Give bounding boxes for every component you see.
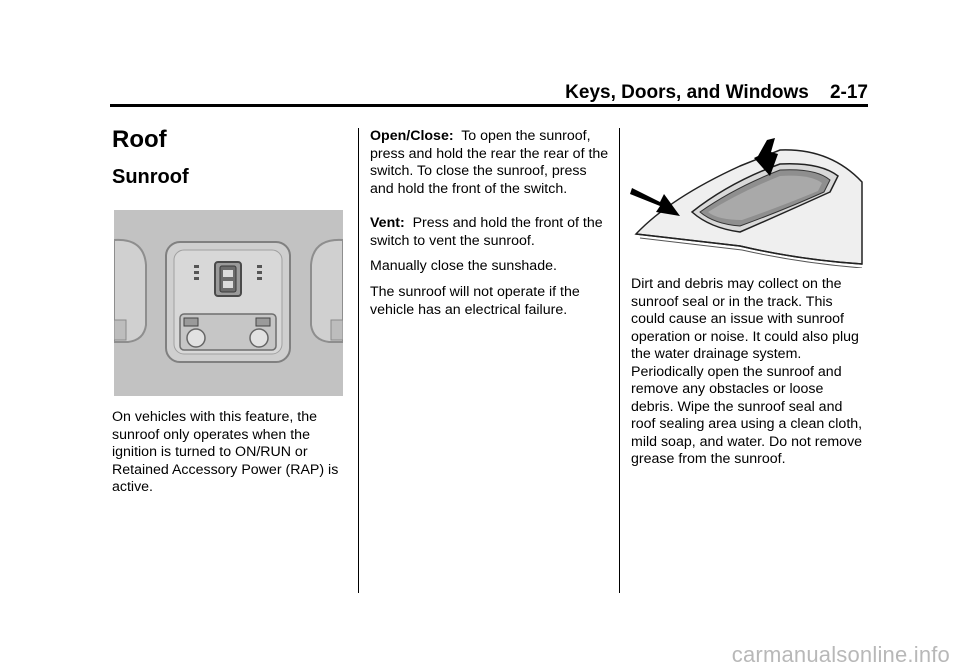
vent-label: Vent:: [370, 215, 405, 231]
electrical-failure-paragraph: The sunroof will not operate if the vehicle has an electrical failure.: [370, 284, 580, 318]
section-heading-roof: Roof: [112, 126, 167, 153]
watermark-url: carmanualsonline.info: [731, 642, 950, 667]
col3-paragraph: Dirt and debris may collect on the sunroof seal or in the track. This could cause an issue with sunroof operation or noise. It could also plug the water drainage system. Periodically open the sunroof and remove any obstacles or loose debris. Wipe the sunroof seal and roof sealing area using a clean cloth, mild soap, and water. Do not remove grease from the sunroof.: [631, 276, 863, 467]
page-header-title: Keys, Doors, and Windows 2-17: [565, 82, 868, 103]
sunshade-paragraph: Manually close the sunshade.: [370, 258, 557, 274]
sunroof-seal-figure: [630, 136, 866, 268]
column-divider-right: [619, 128, 620, 593]
subsection-heading-sunroof: Sunroof: [112, 166, 189, 188]
overhead-console-switch-figure: [114, 210, 343, 396]
vent-text: Press and hold the front of the switch to vent the sunroof.: [370, 215, 603, 249]
open-close-paragraph: [370, 128, 610, 198]
column-divider-left: [358, 128, 359, 593]
vent-paragraph: [370, 215, 610, 250]
open-close-text: To open the sunroof, press and hold the rear the rear of the switch. To close the sunroof, press and hold the front of the switch.: [370, 128, 609, 197]
header-rule: [110, 104, 868, 107]
open-close-label: Open/Close:: [370, 128, 454, 144]
col1-paragraph: On vehicles with this feature, the sunroof only operates when the ignition is turned to ON/RUN or Retained Accessory Power (RAP) is active.: [112, 409, 339, 495]
